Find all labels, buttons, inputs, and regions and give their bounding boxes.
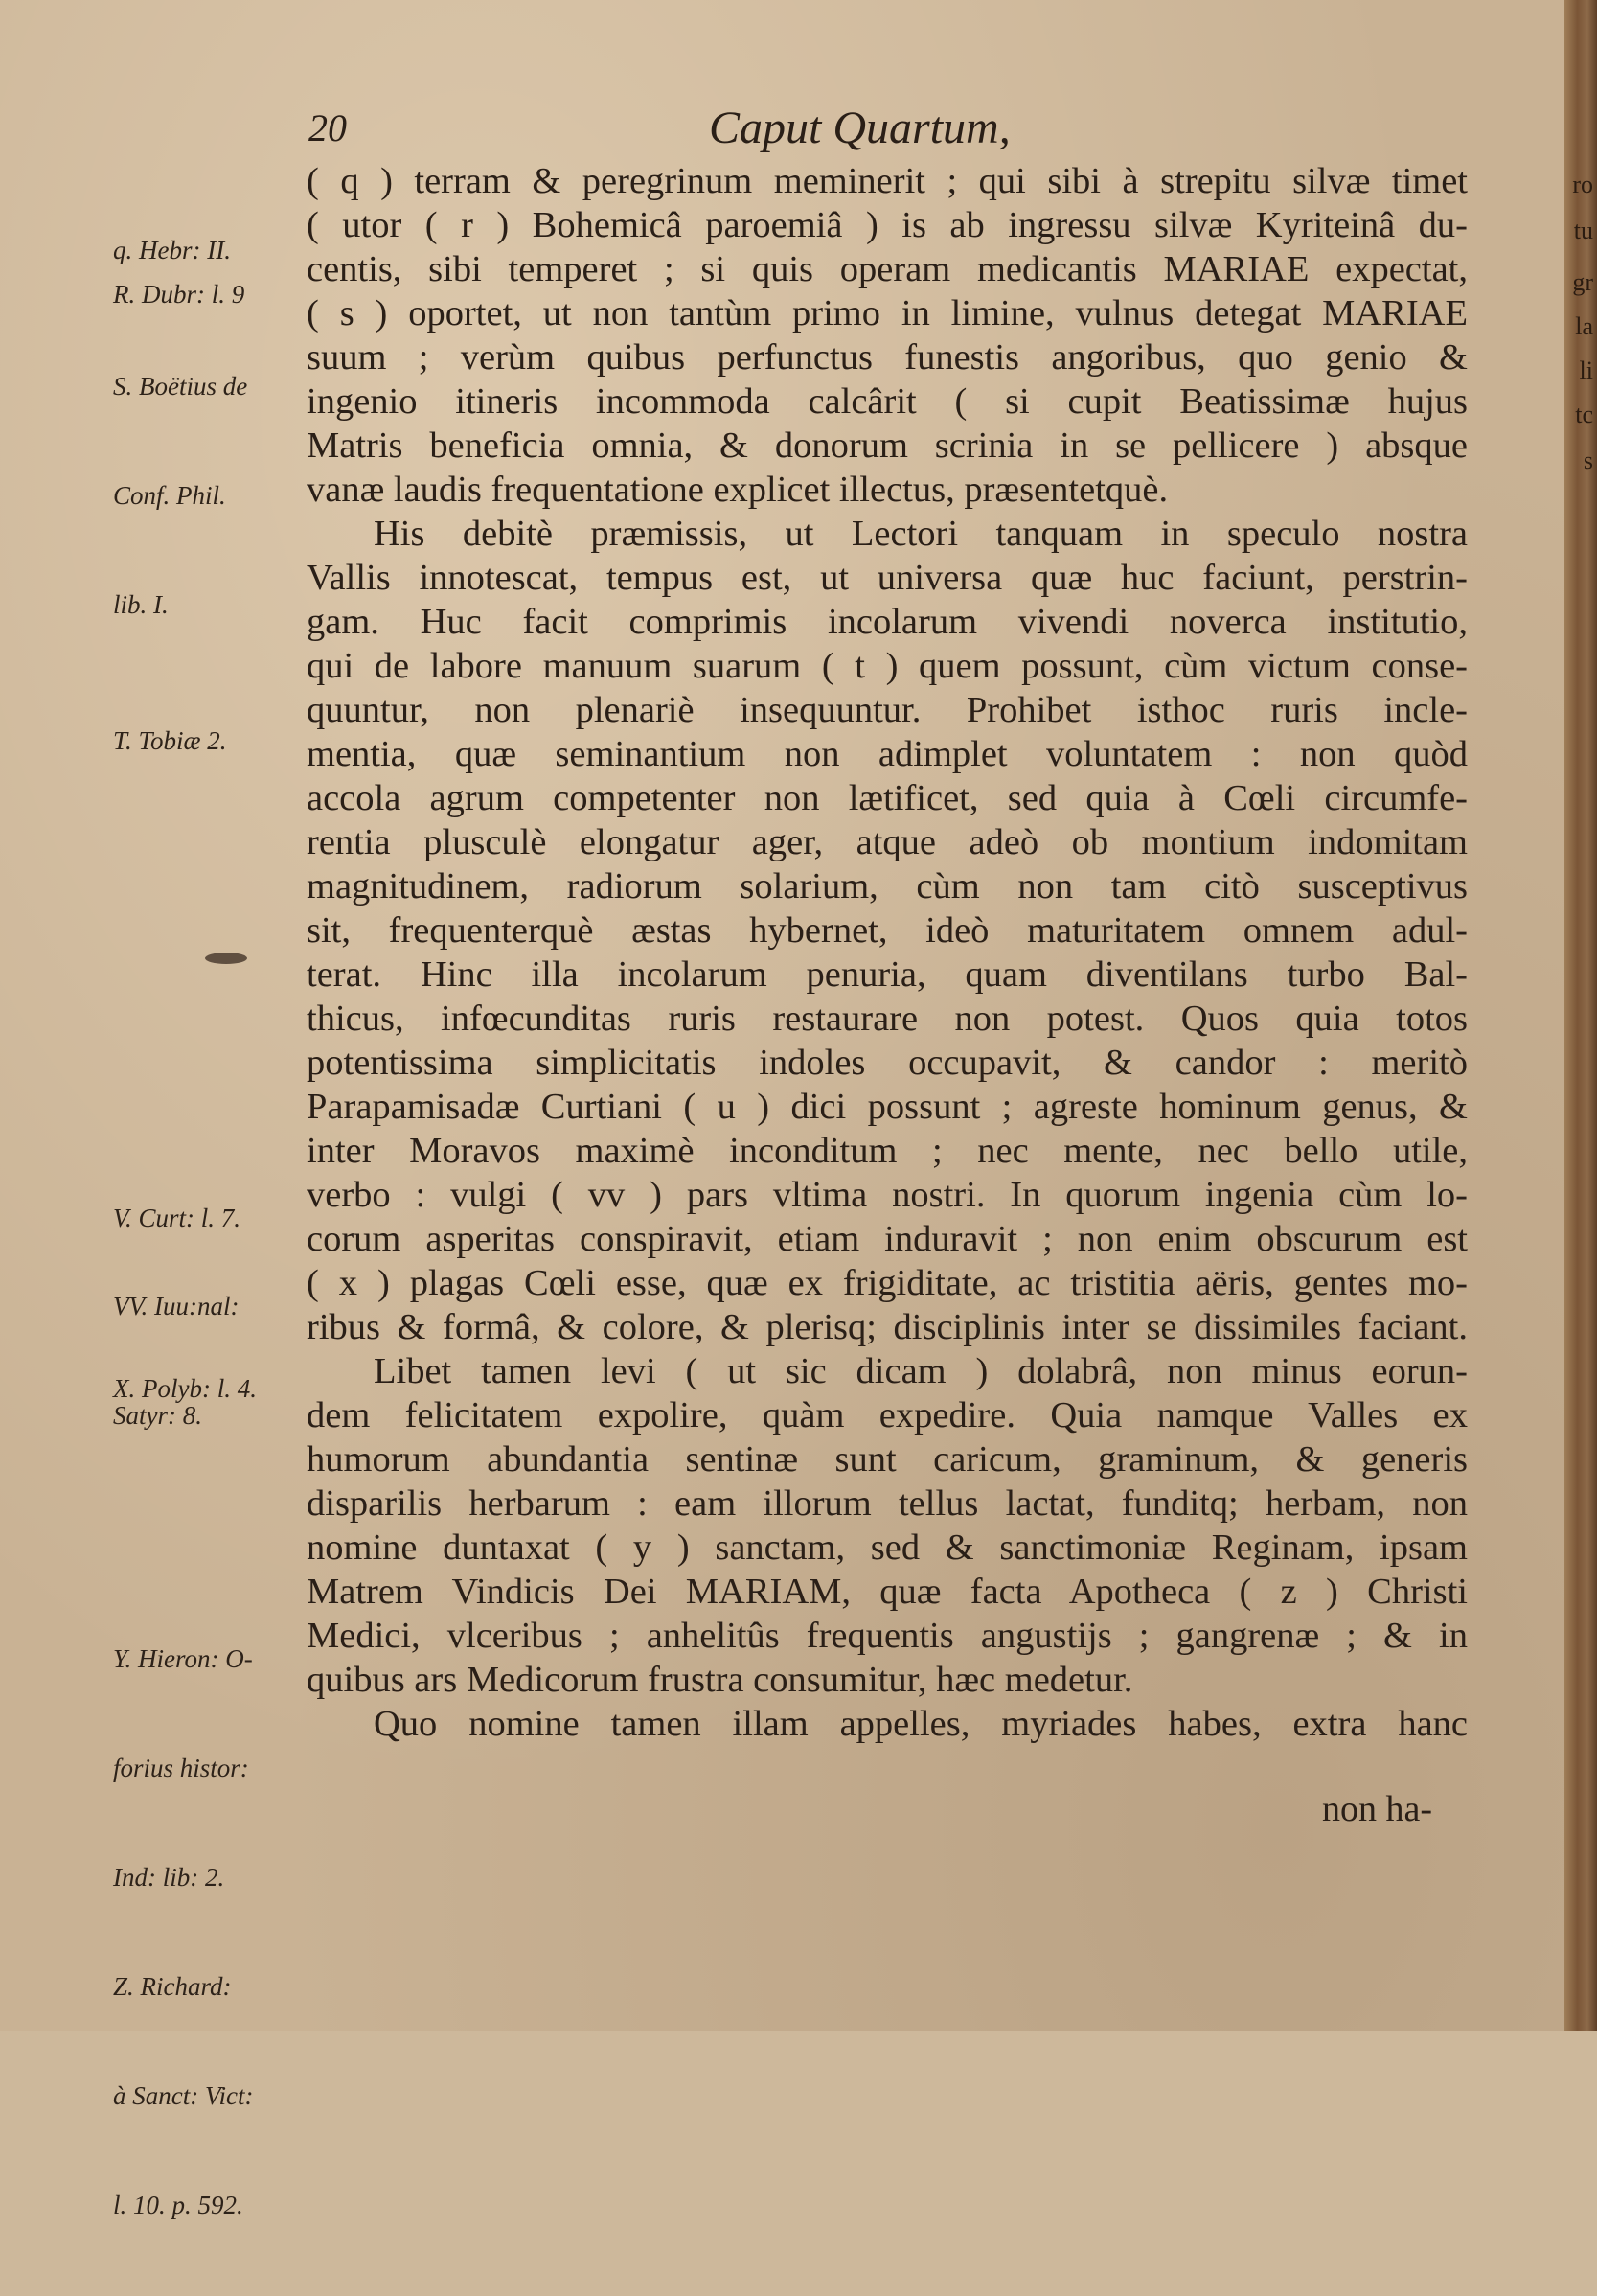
edge-fragment: s [1583, 447, 1593, 474]
text-line: Matrem Vindicis Dei MARIAM, quæ facta Apotheca ( z ) Christi [307, 1572, 1468, 1612]
margin-note-line: q. Hebr: II. [113, 236, 231, 264]
text-line: ribus & formâ, & colore, & plerisq; disciplinis inter se dissimiles faciant. [307, 1307, 1468, 1347]
margin-note [113, 650, 227, 832]
text-line: nomine duntaxat ( y ) sanctam, sed & sanctimoniæ Reginam, ipsam [307, 1527, 1468, 1568]
margin-note-line: Ind: lib: 2. [113, 1863, 225, 1892]
printer-ornament [205, 953, 247, 964]
margin-note-line: à Sanct: Vict: [113, 2081, 254, 2110]
text-line: quibus ars Medicorum frustra consumitur, hæc medetur. [307, 1660, 1133, 1700]
text-line: accola agrum competenter non lætificet, sed quia à Cœli circumfe- [307, 778, 1468, 818]
margin-note [113, 295, 247, 696]
text-line: terat. Hinc illa incolarum penuria, quam diventilans turbo Bal- [307, 954, 1468, 995]
text-line: Libet tamen levi ( ut sic dicam ) dolabrâ, non minus eorun- [374, 1351, 1468, 1391]
text-line: humorum abundantia sentinæ sunt caricum, graminum, & generis [307, 1439, 1468, 1480]
text-line: inter Moravos maximè inconditum ; nec mente, nec bello utile, [307, 1131, 1468, 1171]
margin-note-line: Conf. Phil. [113, 481, 226, 510]
margin-note-line: T. Tobiæ 2. [113, 726, 227, 755]
text-line: vanæ laudis frequentatione explicet illectus, præsentetquè. [307, 470, 1169, 510]
text-line: verbo : vulgi ( vv ) pars vltima nostri. In quorum ingenia cùm lo- [307, 1175, 1468, 1215]
text-line: rentia plusculè elongatur ager, atque adeò ob montium indomitam [307, 822, 1468, 862]
margin-note-line: Satyr: 8. [113, 1401, 202, 1430]
edge-fragment: la [1575, 312, 1593, 340]
margin-note [113, 1568, 253, 2296]
catchword: non ha- [1322, 1789, 1433, 1829]
text-line: His debitè præmissis, ut Lectori tanquam in speculo nostra [374, 514, 1468, 554]
running-head: Caput Quartum, [709, 103, 1011, 153]
margin-note-line: forius histor: [113, 1754, 249, 1782]
text-line: Parapamisadæ Curtiani ( u ) dici possunt ; agreste hominum genus, & [307, 1087, 1468, 1127]
margin-note-line: Y. Hieron: O- [113, 1644, 253, 1673]
text-line: ( utor ( r ) Bohemicâ paroemiâ ) is ab ingressu silvæ Kyriteinâ du- [307, 205, 1468, 245]
text-line: potentissima simplicitatis indoles occupavit, & candor : meritò [307, 1043, 1468, 1083]
edge-fragment: ro [1572, 171, 1593, 198]
margin-note-line: lib. I. [113, 590, 169, 619]
margin-note-line: V. Curt: l. 7. [113, 1204, 241, 1232]
text-line: qui de labore manuum suarum ( t ) quem possunt, cùm victum conse- [307, 646, 1468, 686]
margin-note-line: S. Boëtius de [113, 372, 248, 401]
text-line: dem felicitatem expolire, quàm expedire. Quia namque Valles ex [307, 1395, 1468, 1435]
edge-fragment: gr [1572, 268, 1593, 296]
edge-fragment: tu [1573, 217, 1593, 244]
margin-note-line: R. Dubr: l. 9 [113, 280, 245, 309]
margin-note-line: VV. Iuu:nal: [113, 1292, 240, 1320]
margin-note-line: X. Polyb: l. 4. [113, 1374, 257, 1403]
edge-fragment: tc [1575, 401, 1593, 428]
text-line: Quo nomine tamen illam appelles, myriades habes, extra hanc [374, 1704, 1468, 1744]
text-line: corum asperitas conspiravit, etiam induravit ; non enim obscurum est [307, 1219, 1468, 1259]
text-line: ( q ) terram & peregrinum meminerit ; qui sibi à strepitu silvæ timet [307, 161, 1468, 201]
edge-fragment: li [1579, 356, 1593, 384]
text-line: disparilis herbarum : eam illorum tellus lactat, funditq; herbam, non [307, 1483, 1468, 1524]
text-line: Medici, vlceribus ; anhelitûs frequentis angustijs ; gangrenæ ; & in [307, 1616, 1468, 1656]
margin-note-line: Z. Richard: [113, 1972, 232, 2001]
margin-note [113, 1297, 257, 1480]
text-line: ( x ) plagas Cœli esse, quæ ex frigiditate, ac tristitia aëris, gentes mo- [307, 1263, 1468, 1303]
text-line: suum ; verùm quibus perfunctus funestis angoribus, quo genio & [307, 337, 1468, 378]
text-line: ingenio itineris incommoda calcârit ( si cupit Beatissimæ hujus [307, 381, 1468, 422]
text-line: magnitudinem, radiorum solarium, cùm non tam citò susceptivus [307, 866, 1468, 907]
text-line: mentia, quæ seminantium non adimplet voluntatem : non quòd [307, 734, 1468, 774]
text-line: Vallis innotescat, tempus est, ut universa quæ huc faciunt, perstrin- [307, 558, 1468, 598]
text-line: centis, sibi temperet ; si quis operam medicantis MARIAE expectat, [307, 249, 1468, 289]
text-line: sit, frequenterquè æstas hybernet, ideò maturitatem omnem adul- [307, 910, 1468, 951]
text-line: thicus, infœcunditas ruris restaurare non potest. Quos quia totos [307, 999, 1468, 1039]
text-line: quuntur, non plenariè insequuntur. Prohibet isthoc ruris incle- [307, 690, 1468, 730]
text-line: ( s ) oportet, ut non tantùm primo in limine, vulnus detegat MARIAE [307, 293, 1468, 333]
text-line: Matris beneficia omnia, & donorum scrinia in se pellicere ) absque [307, 425, 1468, 466]
page-header [307, 105, 1466, 163]
text-line: gam. Huc facit comprimis incolarum vivendi noverca institutio, [307, 602, 1468, 642]
adjacent-page-edge [1564, 0, 1597, 2031]
margin-notes [113, 0, 305, 2219]
page-number: 20 [308, 106, 347, 149]
margin-note-line: l. 10. p. 592. [113, 2191, 243, 2219]
